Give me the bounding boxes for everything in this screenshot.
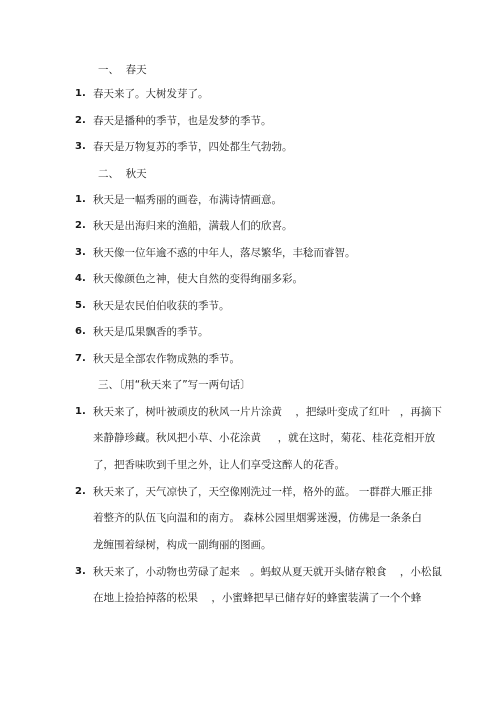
item-text: 秋天是出海归来的渔船，满载人们的欣喜。: [93, 220, 293, 232]
item-text: 秋天来了，树叶被顽皮的秋风一片片涂黄 ，把绿叶变成了红叶 ，再摘下: [93, 406, 442, 418]
item-text: 秋天是农民伯伯收获的季节。: [93, 300, 230, 312]
item-text: 在地上捡拾掉落的松果 ，小蜜蜂把早已储存好的蜂蜜装满了一个个蜂: [93, 592, 422, 604]
item-text: 春天来了。大树发芽了。: [93, 88, 209, 100]
item-text: 秋天是一幅秀丽的画卷，布满诗情画意。: [93, 194, 282, 206]
item-text: 秋天像一位年逾不惑的中年人，落尽繁华，丰稔而睿智。: [93, 247, 356, 259]
item-text: 了，把香味吹到千里之外，让人们享受这醉人的花香。: [93, 459, 345, 471]
item-number: 6.: [75, 326, 86, 337]
item-text: 秋天是全部农作物成熟的季节。: [93, 353, 240, 365]
item-number: 2.: [75, 220, 86, 231]
item-text: 秋天像颜色之神，使大自然的变得绚丽多彩。: [93, 273, 303, 285]
item-number: 2.: [75, 486, 86, 497]
item-number: 3.: [75, 566, 86, 577]
section-heading-writing: 三、〔用“秋天来了”写一两句话〕: [98, 379, 251, 391]
item-text: 秋天来了，天气凉快了，天空像刚洗过一样，格外的蓝。 一群群大雁正排: [93, 486, 433, 498]
item-text: 龙缠围着绿树，构成一副绚丽的图画。: [93, 539, 272, 551]
item-text: 秋天来了，小动物也劳碌了起来 。蚂蚁从夏天就开头储存粮食 ，小松鼠: [93, 566, 442, 578]
item-number: 3.: [75, 247, 86, 258]
item-number: 3.: [75, 141, 86, 152]
section-heading-autumn: 二、 秋天: [98, 168, 147, 180]
item-text: 春天是万物复苏的季节，四处都生气勃勃。: [93, 141, 293, 153]
item-number: 1.: [75, 406, 86, 417]
item-number: 5.: [75, 300, 86, 311]
item-text: 春天是播种的季节，也是发梦的季节。: [93, 115, 272, 127]
item-text: 秋天是瓜果飘香的季节。: [93, 326, 209, 338]
item-number: 4.: [75, 273, 86, 284]
section-heading-spring: 一、 春天: [98, 64, 147, 76]
item-text: 着整齐的队伍飞向温和的南方。 森林公园里烟雾迷漫，仿佛是一条条白: [93, 512, 422, 524]
item-number: 1.: [75, 88, 86, 99]
item-number: 7.: [75, 353, 86, 364]
item-text: 来静静珍藏。秋风把小草、小花涂黄 ，就在这时，菊花、桂花竞相开放: [93, 432, 436, 444]
item-number: 2.: [75, 115, 86, 126]
item-number: 1.: [75, 194, 86, 205]
